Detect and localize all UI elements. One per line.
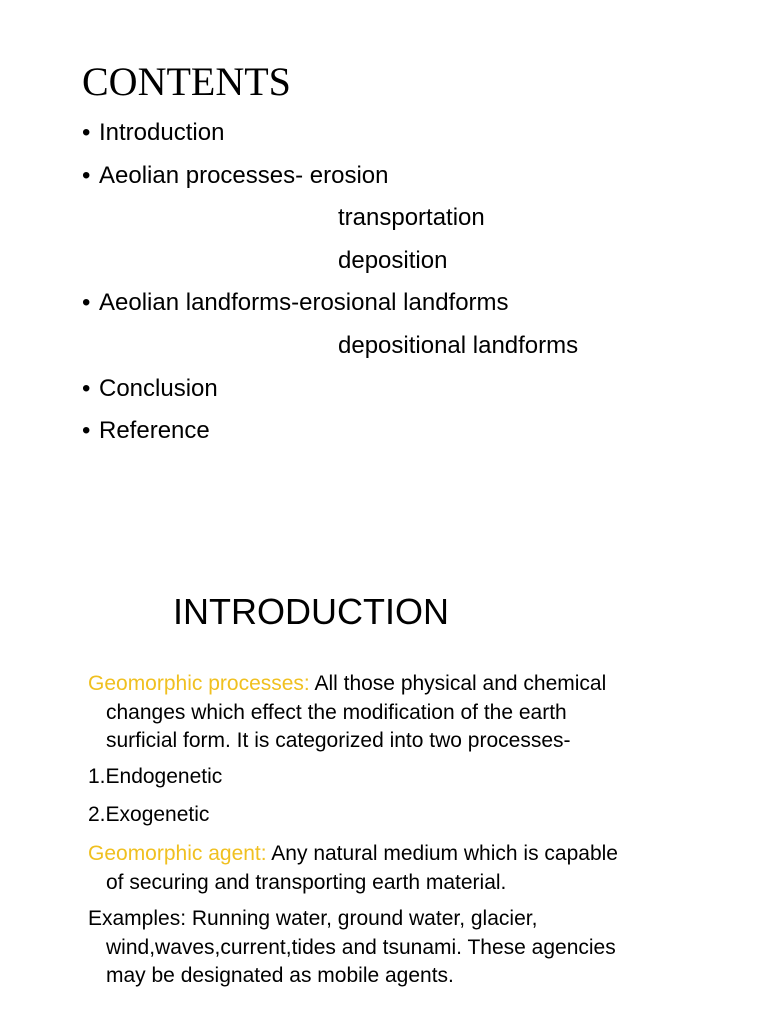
- paragraph-text: All those physical and chemical: [309, 672, 607, 695]
- list-item: [82, 368, 509, 411]
- list-item-label: Reference: [99, 417, 210, 445]
- geomorphic-processes-term: Geomorphic processes:: [88, 672, 310, 695]
- bullet-icon: •: [82, 119, 91, 146]
- list-item: [82, 410, 509, 453]
- list-subitem: [82, 325, 579, 368]
- list-item-label: Aeolian landforms-erosional landforms: [99, 289, 509, 317]
- examples-paragraph: [88, 905, 718, 991]
- introduction-title: INTRODUCTION: [173, 591, 449, 632]
- list-item-label: Aeolian processes- erosion: [99, 161, 389, 189]
- paragraph-text: changes which effect the modification of the earth: [106, 700, 567, 724]
- list-item: [82, 282, 509, 325]
- list-item: [82, 155, 509, 198]
- geomorphic-agent-paragraph: [88, 840, 718, 897]
- endogenetic-item: 1.Endogenetic: [88, 765, 223, 788]
- introduction-slide: [0, 512, 768, 1024]
- paragraph-text: Any natural medium which is capable: [266, 842, 618, 865]
- bullet-icon: •: [82, 161, 91, 189]
- list-subitem-label: deposition: [338, 246, 448, 274]
- paragraph-text: wind,waves,current,tides and tsunami. These agencies: [106, 935, 616, 959]
- contents-title: CONTENTS: [82, 59, 291, 104]
- bullet-icon: •: [82, 289, 91, 317]
- list-subitem-label: transportation: [338, 204, 485, 232]
- term-colon: :: [260, 842, 267, 865]
- list-subitem-label: depositional landforms: [338, 331, 579, 359]
- list-item-label: Conclusion: [99, 374, 218, 402]
- geomorphic-agent-term: Geomorphic agent: [88, 842, 261, 865]
- exogenetic-item: 2.Exogenetic: [88, 803, 210, 826]
- paragraph-text: may be designated as mobile agents.: [106, 964, 454, 987]
- paragraph-text: of securing and transporting earth material.: [106, 870, 507, 894]
- paragraph-text: Examples: Running water, ground water, glacier,: [88, 907, 538, 930]
- geomorphic-processes-paragraph: [88, 670, 718, 756]
- list-subitem: [82, 240, 509, 283]
- paragraph-text: surficial form. It is categorized into two processes-: [106, 729, 571, 752]
- bullet-icon: •: [82, 374, 91, 402]
- list-subitem: [82, 197, 509, 240]
- list-item: [82, 112, 509, 155]
- bullet-icon: •: [82, 417, 91, 445]
- contents-list: [82, 112, 579, 453]
- list-item-label: Introduction: [99, 119, 225, 146]
